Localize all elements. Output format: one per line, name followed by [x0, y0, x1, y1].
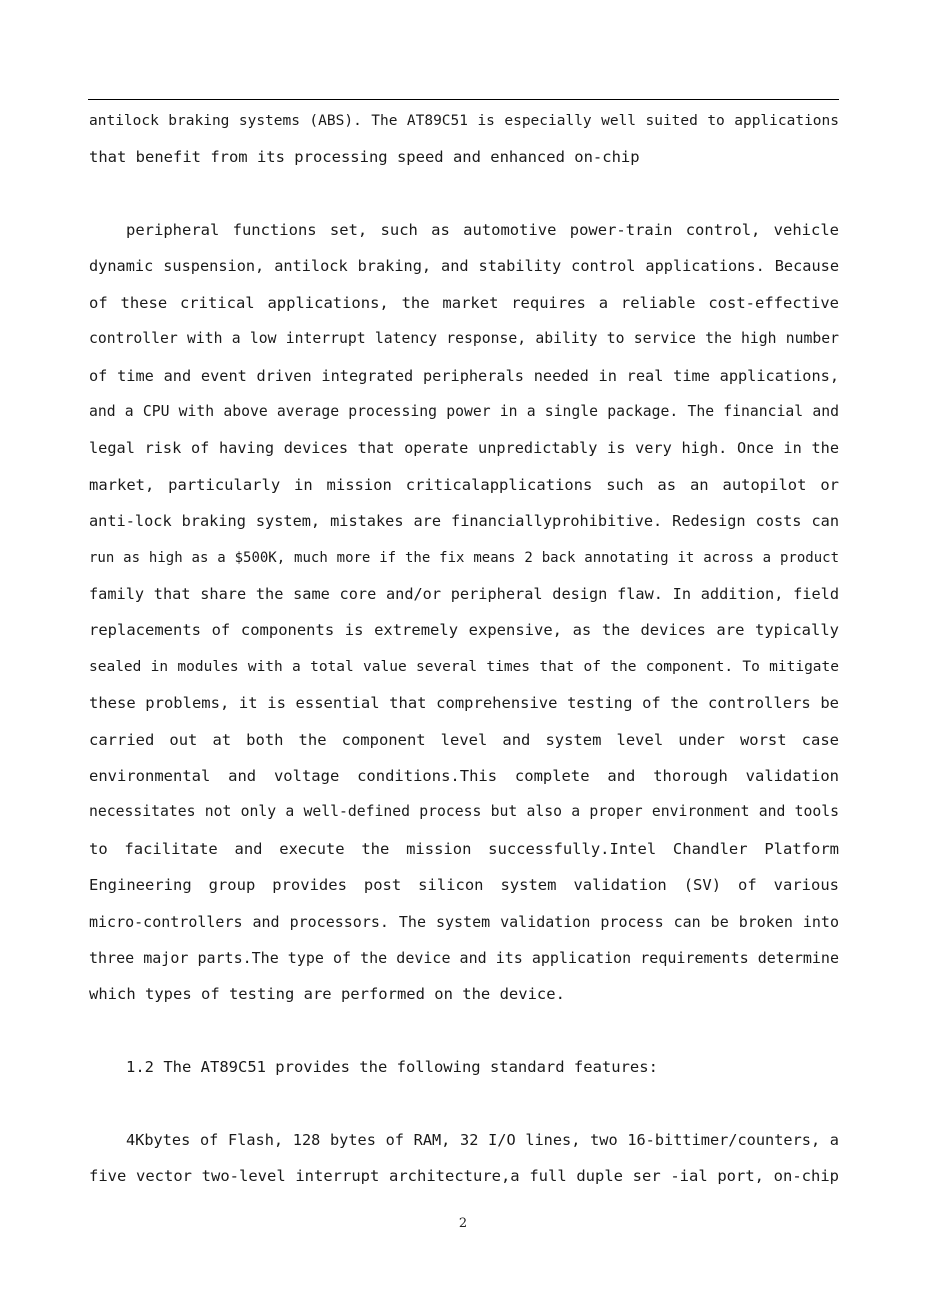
page-number: 2: [458, 1216, 468, 1231]
paragraph-line: replacements of components is extremely expensive, as the devices are typically: [89, 621, 839, 639]
paragraph-line: Engineering group provides post silicon system validation (SV) of various: [89, 876, 839, 894]
header-rule: [88, 99, 839, 100]
paragraph-line: environmental and voltage conditions.This complete and thorough validation: [89, 767, 839, 785]
paragraph-line: anti-lock braking system, mistakes are financiallyprohibitive. Redesign costs can: [89, 512, 839, 530]
paragraph-line: to facilitate and execute the mission successfully.Intel Chandler Platform: [89, 840, 839, 858]
paragraph-line: antilock braking systems (ABS). The AT89C51 is especially well suited to applications: [89, 113, 839, 129]
paragraph-line: that benefit from its processing speed and enhanced on-chip: [89, 148, 640, 166]
paragraph-line: sealed in modules with a total value several times that of the component. To mitigate: [89, 659, 839, 675]
paragraph-line: dynamic suspension, antilock braking, and stability control applications. Because: [89, 257, 839, 275]
paragraph-line: of time and event driven integrated peripherals needed in real time applications,: [89, 367, 839, 385]
paragraph-line: market, particularly in mission criticalapplications such as an autopilot or: [89, 476, 839, 494]
paragraph-line: these problems, it is essential that comprehensive testing of the controllers be: [89, 694, 839, 712]
paragraph-line: legal risk of having devices that operate unpredictably is very high. Once in the: [89, 439, 839, 457]
paragraph-line: which types of testing are performed on the device.: [89, 985, 565, 1003]
section-heading: 1.2 The AT89C51 provides the following standard features:: [126, 1058, 658, 1076]
paragraph-line: peripheral functions set, such as automotive power-train control, vehicle: [126, 221, 839, 239]
paragraph-line: micro-controllers and processors. The system validation process can be broken into: [89, 913, 839, 931]
paragraph-line: of these critical applications, the market requires a reliable cost-effective: [89, 294, 839, 312]
paragraph-line: family that share the same core and/or peripheral design flaw. In addition, field: [89, 585, 839, 603]
paragraph-line: run as high as a $500K, much more if the fix means 2 back annotating it across a product: [89, 550, 839, 566]
paragraph-line: carried out at both the component level and system level under worst case: [89, 731, 839, 749]
paragraph-line: controller with a low interrupt latency response, ability to service the high number: [89, 330, 839, 347]
paragraph-line: 4Kbytes of Flash, 128 bytes of RAM, 32 I/O lines, two 16-bittimer/counters, a: [126, 1131, 839, 1149]
paragraph-line: necessitates not only a well-defined process but also a proper environment and tools: [89, 803, 839, 820]
paragraph-line: five vector two-level interrupt architecture,a full duple ser -ial port, on-chip: [89, 1167, 839, 1185]
paragraph-line: and a CPU with above average processing power in a single package. The financial and: [89, 403, 839, 420]
paragraph-line: three major parts.The type of the device and its application requirements determine: [89, 949, 839, 967]
